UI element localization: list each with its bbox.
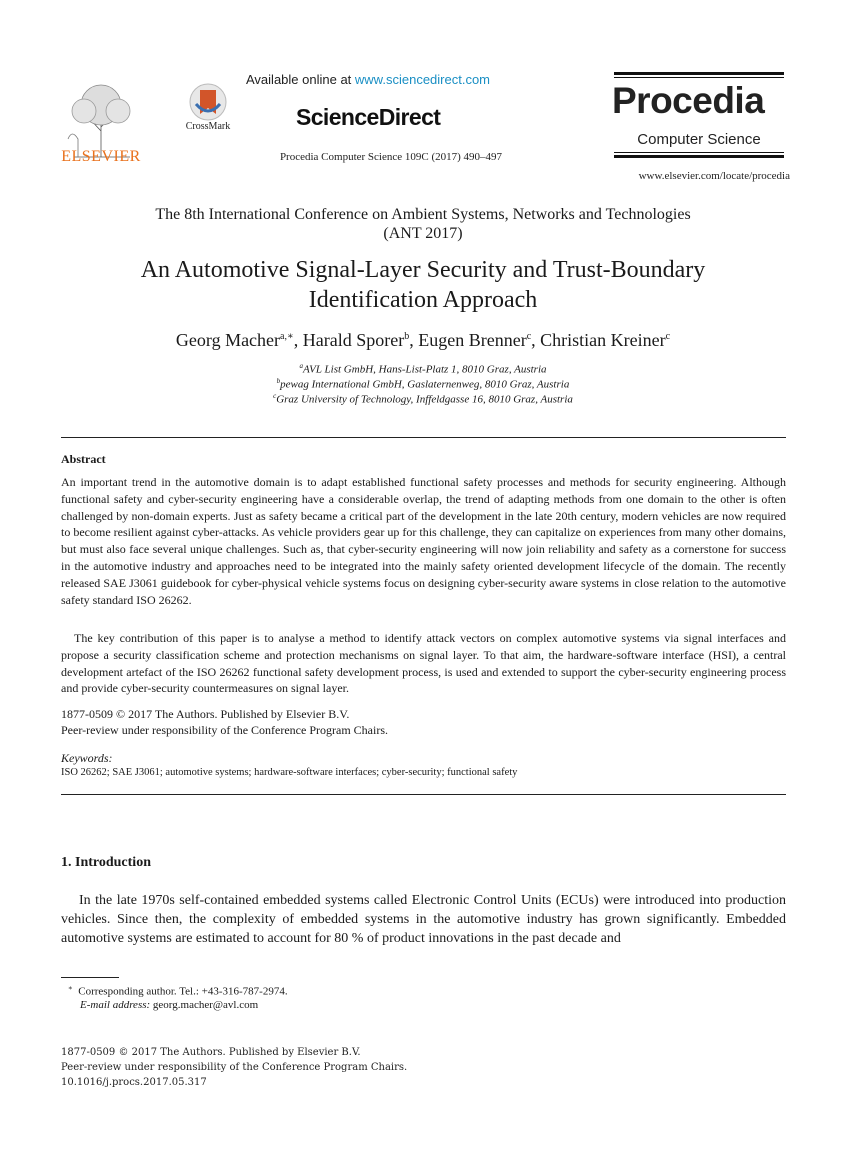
procedia-logo-rule — [614, 72, 784, 75]
author-affil-marker: c — [665, 331, 671, 342]
procedia-logo-title: Procedia — [612, 80, 765, 121]
procedia-logo-rule — [614, 155, 784, 158]
abstract-paragraph: The key contribution of this paper is to analyse a method to identify attack vectors on complex automotive systems via signal interfaces and propose a security classification scheme and protection mechanisms on signal layer. To that aim, the hardware-software interface (HSI), a central development artefact of the ISO 26262 functional safety development process, is used and extended to support the cyber-security engineering process and provide cyber-security countermeasures on signal layer. — [61, 631, 786, 696]
conference-acronym: (ANT 2017) — [383, 225, 463, 242]
procedia-logo-rule — [614, 152, 784, 153]
email-label: E-mail address: — [80, 999, 151, 1011]
paper-title-line1: An Automotive Signal-Layer Security and Trust-Boundary — [140, 257, 706, 283]
affiliation-text: Graz University of Technology, Inffeldgasse 16, 8010 Graz, Austria — [276, 393, 573, 406]
author-separator: , — [531, 330, 541, 350]
elsevier-wordmark: ELSEVIER — [61, 148, 141, 165]
bottom-peer-review: Peer-review under responsibility of the Conference Program Chairs. — [61, 1062, 408, 1073]
author-name: Eugen Brenner — [418, 330, 527, 350]
procedia-logo-subtitle: Computer Science — [637, 131, 761, 148]
abstract-heading: Abstract — [61, 452, 106, 466]
affiliation — [0, 392, 846, 406]
footnote-marker: ∗ — [68, 984, 73, 992]
affiliation-marker: c — [273, 392, 277, 400]
author-affil-marker: c — [526, 331, 532, 342]
author-name: Harald Sporer — [302, 330, 405, 350]
author-separator: , — [409, 330, 419, 350]
footnote-email — [80, 999, 258, 1011]
journal-url[interactable]: www.elsevier.com/locate/procedia — [638, 170, 790, 182]
author-name: Christian Kreiner — [540, 330, 666, 350]
affiliation-marker: a — [299, 362, 303, 370]
affiliation-marker: b — [276, 377, 281, 385]
peer-review-line: Peer-review under responsibility of the Conference Program Chairs. — [61, 723, 388, 737]
bottom-copyright: 1877-0509 © 2017 The Authors. Published by Elsevier B.V. — [61, 1047, 361, 1058]
introduction-paragraph: In the late 1970s self-contained embedded systems called Electronic Control Units (ECUs) were introduced into production vehicles. Since then, the complexity of embedded systems in the automotive industry has grown significantly. Embedded automotive systems are estimated to account for 80 % of product innovations in the past decade and — [61, 893, 786, 946]
crossmark-label: CrossMark — [185, 121, 231, 132]
section-divider — [61, 794, 786, 795]
author-name: Georg Macher — [175, 330, 281, 350]
author-affil-marker: b — [404, 331, 410, 342]
procedia-logo-rule — [614, 77, 784, 78]
paper-title-line2: Identification Approach — [308, 287, 538, 313]
available-online-line — [246, 72, 546, 87]
section-divider — [61, 437, 786, 438]
author-list — [0, 330, 846, 351]
copyright-line: 1877-0509 © 2017 The Authors. Published by Elsevier B.V. — [61, 707, 350, 721]
journal-reference: Procedia Computer Science 109C (2017) 490–497 — [279, 151, 503, 163]
footnote-corresponding-author — [68, 984, 288, 998]
conference-name: The 8th International Conference on Ambient Systems, Networks and Technologies — [155, 206, 691, 223]
footnote-divider — [61, 977, 119, 978]
author-affil-marker: a,∗ — [280, 331, 294, 342]
author-separator: , — [293, 330, 303, 350]
introduction-heading: 1. Introduction — [61, 855, 151, 870]
bottom-doi[interactable]: 10.1016/j.procs.2017.05.317 — [61, 1077, 207, 1088]
affiliation-text: pewag International GmbH, Gaslaternenweg, 8010 Graz, Austria — [280, 378, 570, 391]
keywords-list: ISO 26262; SAE J3061; automotive systems; hardware-software interfaces; cyber-security; functional safety — [61, 767, 518, 778]
sciencedirect-link[interactable]: www.sciencedirect.com — [354, 72, 491, 87]
affiliation-text: AVL List GmbH, Hans-List-Platz 1, 8010 Graz, Austria — [302, 363, 547, 376]
affiliation — [0, 362, 846, 376]
sciencedirect-logo: ScienceDirect — [296, 104, 441, 130]
keywords-heading: Keywords: — [61, 751, 113, 765]
email-address[interactable]: georg.macher@avl.com — [152, 999, 259, 1011]
abstract-paragraph: An important trend in the automotive domain is to adapt established functional safety processes and methods for security engineering. Although functional safety and cyber-security engineering have a considerable overlap, the trend of adapting methods from one domain to the other is often challenged by non-domain experts. Just as safety became a critical part of the development in the late 20th century, modern vehicles are now required to become resilient against cyber-attacks. As vehicle providers gear up for this challenge, they can capitalize on experiences from many other domains, but must also face several unique challenges. Such as, that cyber-security engineering will now join reliability and safety as a cornerstone for success in the automotive industry and approaches need to be integrated into the mainly safety oriented development lifecycle of the domain. The recently released SAE J3061 guidebook for cyber-physical vehicle systems focus on designing cyber-security aware systems in close relation to the automotive safety standard ISO 26262. — [61, 475, 786, 607]
available-online-prefix: Available online at — [246, 72, 355, 87]
affiliation — [0, 377, 846, 391]
footnote-text: Corresponding author. Tel.: +43-316-787-2974. — [78, 985, 288, 998]
